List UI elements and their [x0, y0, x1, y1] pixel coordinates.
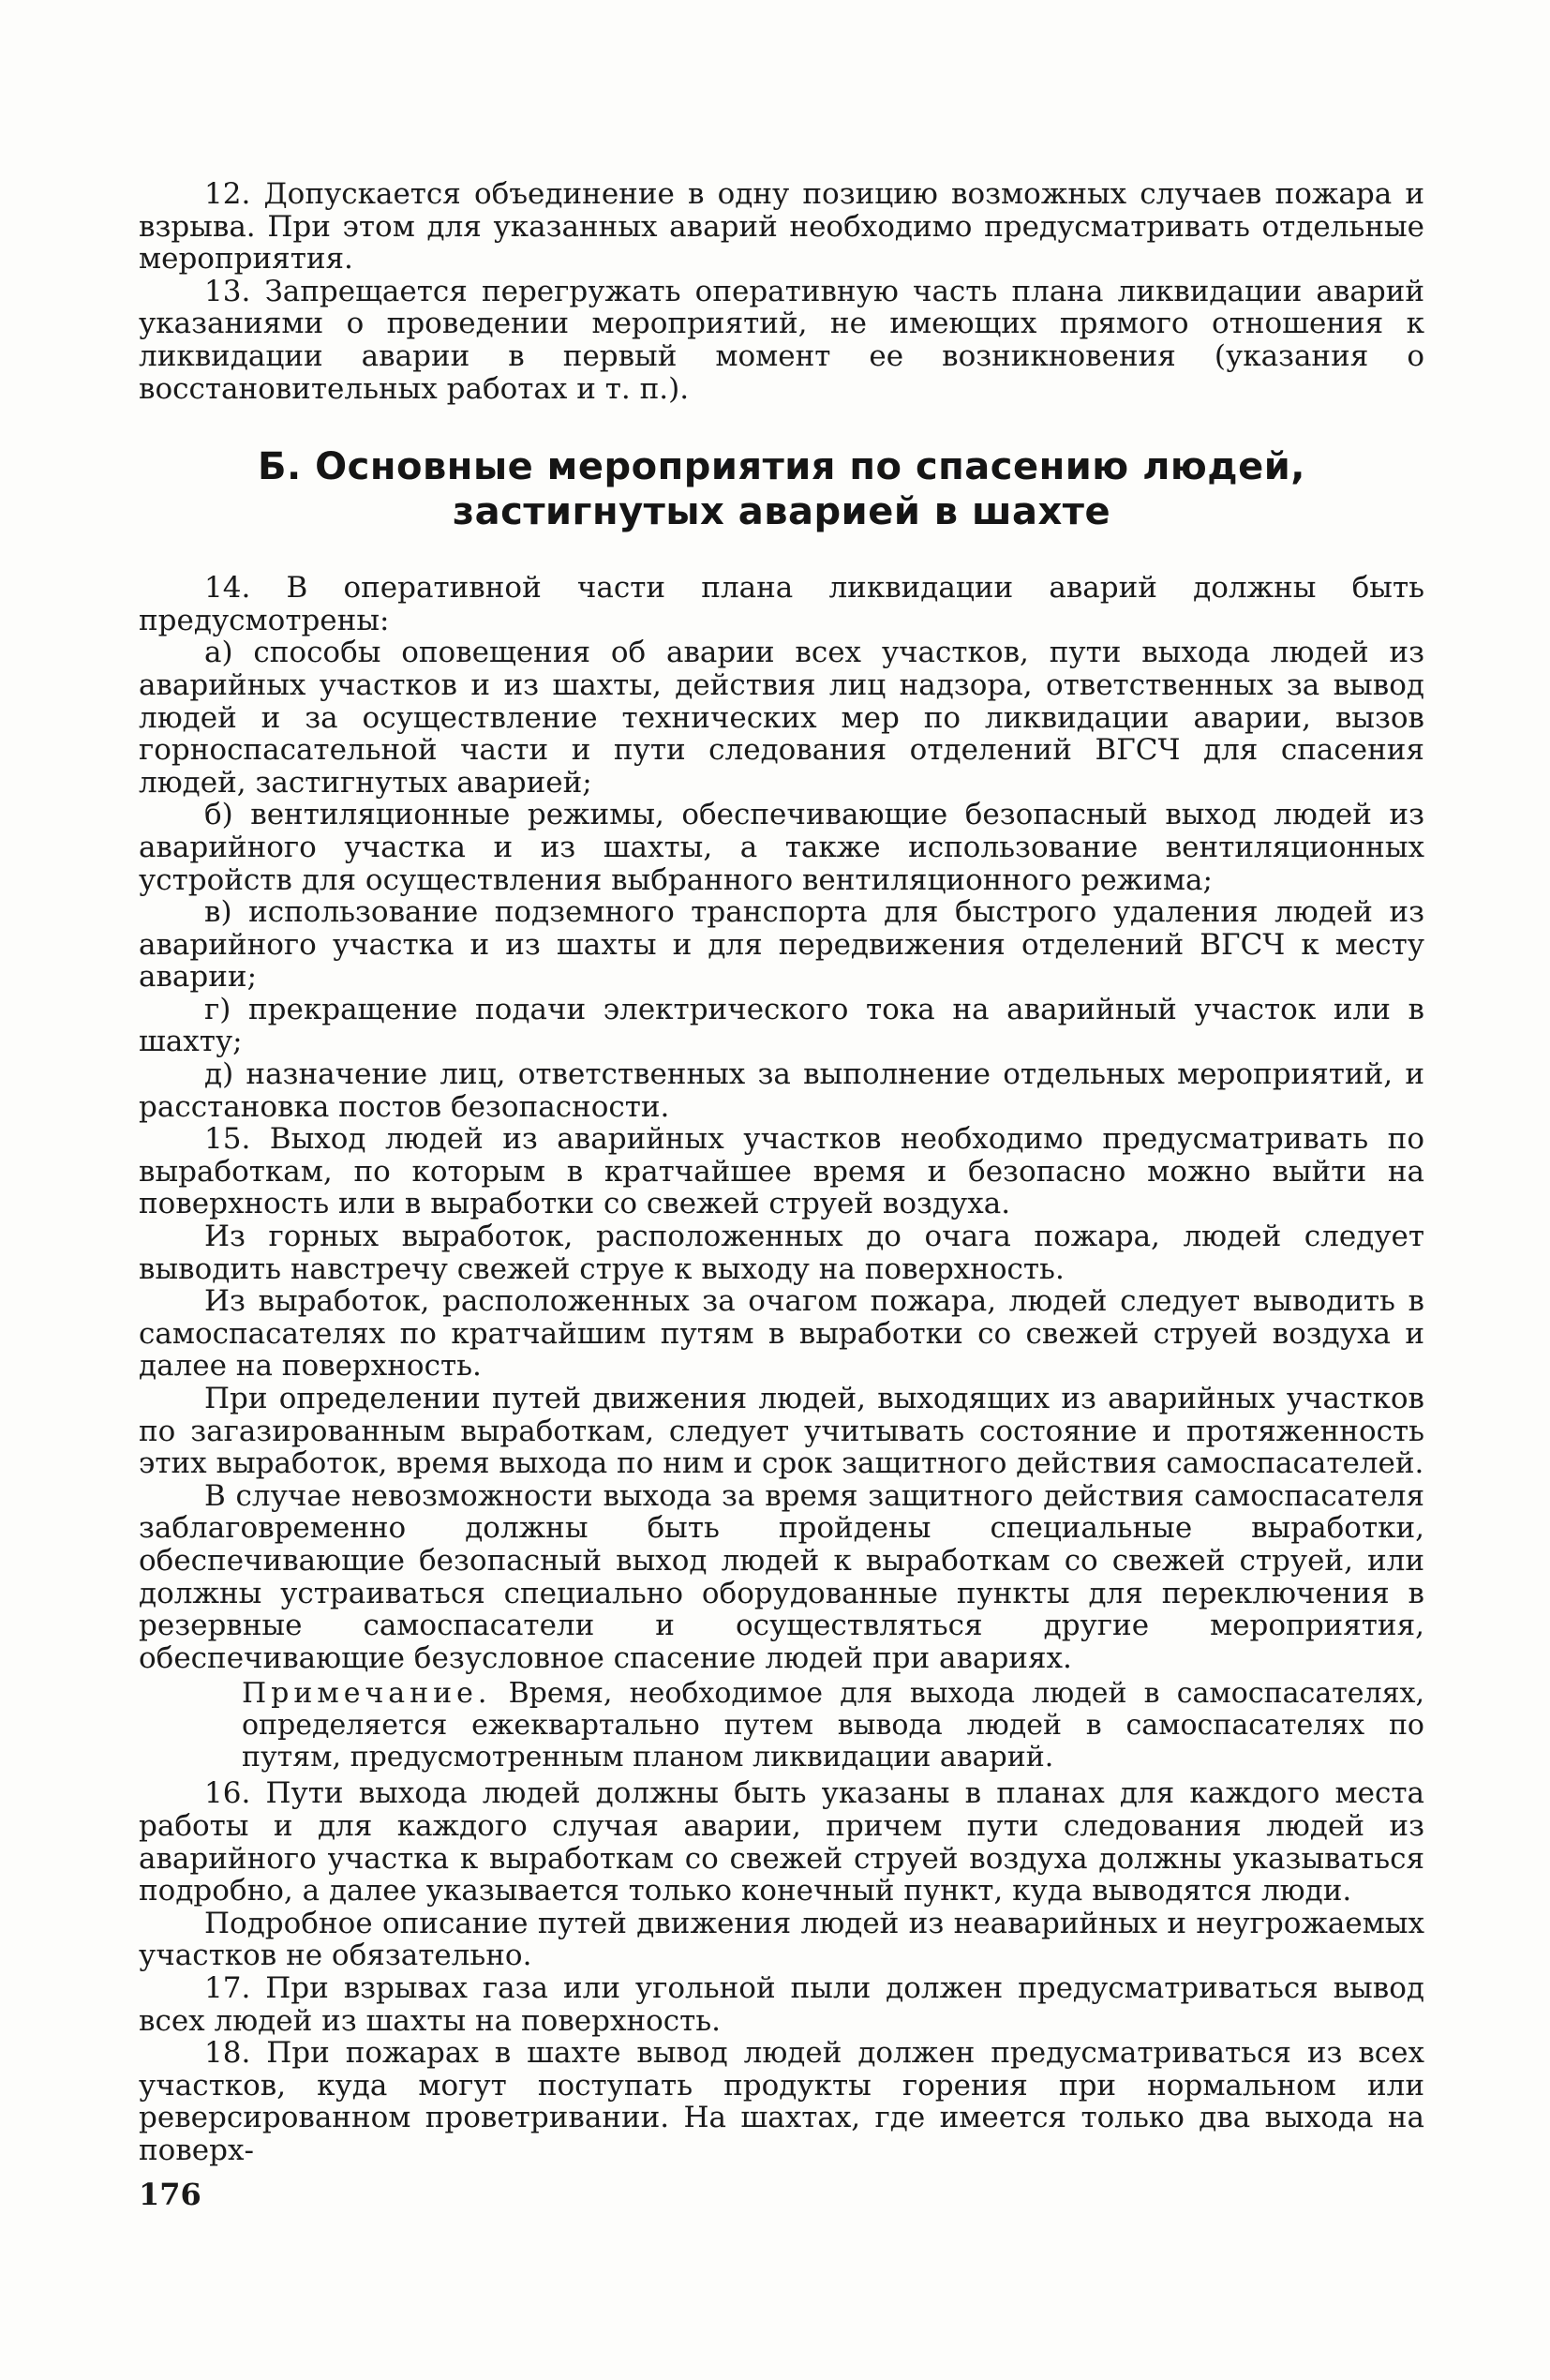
- paragraph-17: 17. При взрывах газа или угольной пыли должен предусматриваться вывод всех людей из шахты на поверхность.: [139, 1970, 1424, 2038]
- section-heading: [139, 444, 1424, 534]
- list-item-v: в) использование подземного транспорта для быстрого удаления людей из аварийного участка и из шахты и для передвижения отделений ВГСЧ к месту аварии;: [139, 895, 1424, 995]
- paragraph-15-self-rescuers: В случае невозможности выхода за время защитного действия самоспасателя заблаговременно должны быть пройдены специальные выработки, обеспечивающие безопасный выход людей к выработкам со свежей струей, или должны устраиваться специально оборудованные пункты для переключения в резервные самоспасатели и осуществляться другие мероприятия, обеспечивающие безусловное спасение людей при авариях.: [139, 1478, 1424, 1675]
- paragraph-13: 13. Запрещается перегружать оперативную часть плана ликвидации аварий указаниями о проведении мероприятий, не имеющих прямого отношения к ликвидации аварии в первый момент ее возникновения (указания о восстановительных работах и т. п.).: [139, 274, 1424, 406]
- paragraph-16: 16. Пути выхода людей должны быть указаны в планах для каждого места работы и для каждого случая аварии, причем пути следования людей из аварийного участка к выработкам со свежей струей воздуха должны указываться подробно, а далее указывается только конечный пункт, куда выводятся люди.: [139, 1776, 1424, 1908]
- page-text: [139, 178, 1424, 2166]
- list-item-b: б) вентиляционные режимы, обеспечивающие безопасный выход людей из аварийного участка и из шахты, а также использование вентиляционных устройств для осуществления выбранного вентиляционного режима;: [139, 798, 1424, 897]
- section-heading-line-1: Б. Основные мероприятия по спасению людей,: [258, 445, 1305, 489]
- note-label: Примечание.: [242, 1677, 492, 1711]
- paragraph-15-routes: При определении путей движения людей, выходящих из аварийных участков по загазированным выработкам, следует учитывать состояние и протяженность этих выработок, время выхода по ним и срок защитного действия самоспасателей.: [139, 1382, 1424, 1481]
- paragraph-15: 15. Выход людей из аварийных участков необходимо предусматривать по выработкам, по которым в кратчайшее время и безопасно можно выйти на поверхность или в выработки со свежей струей воздуха.: [139, 1122, 1424, 1221]
- list-item-d: д) назначение лиц, ответственных за выполнение отдельных мероприятий, и расстановка постов безопасности.: [139, 1057, 1424, 1124]
- paragraph-12: 12. Допускается объединение в одну позицию возможных случаев пожара и взрыва. При этом для указанных аварий необходимо предусматривать отдельные мероприятия.: [139, 177, 1424, 277]
- note: [139, 1678, 1424, 1774]
- paragraph-16-detail: Подробное описание путей движения людей из неаварийных и неугрожаемых участков не обязательно.: [139, 1906, 1424, 1973]
- paragraph-15-fire-before: Из горных выработок, расположенных до очага пожара, людей следует выводить навстречу свежей струе к выходу на поверхность.: [139, 1220, 1424, 1286]
- paragraph-14: 14. В оперативной части плана ликвидации аварий должны быть предусмотрены:: [139, 571, 1424, 637]
- note-text: Время, необходимое для выхода людей в самоспасателях, определяется ежеквартально путем вывода людей в самоспасателях по путям, предусмотренным планом ликвидации аварий.: [242, 1677, 1424, 1774]
- paragraph-15-fire-after: Из выработок, расположенных за очагом пожара, людей следует выводить в самоспасателях по кратчайшим путям в выработки со свежей струей воздуха и далее на поверхность.: [139, 1284, 1424, 1384]
- list-item-a: а) способы оповещения об аварии всех участков, пути выхода людей из аварийных участков и из шахты, действия лиц надзора, ответственных за вывод людей и за осуществление технических мер по ликвидации аварии, вызов горноспасательной части и пути следования отделений ВГСЧ для спасения людей, застигнутых аварией;: [139, 636, 1424, 800]
- page-number: 176: [139, 2177, 201, 2212]
- paragraph-18: 18. При пожарах в шахте вывод людей должен предусматриваться из всех участков, куда могут поступать продукты горения при нормальном или реверсированном проветривании. На шахтах, где имеется только два выхода на поверх-: [139, 2036, 1424, 2167]
- list-item-g: г) прекращение подачи электрического тока на аварийный участок или в шахту;: [139, 992, 1424, 1059]
- section-heading-line-2: застигнутых аварией в шахте: [452, 490, 1111, 534]
